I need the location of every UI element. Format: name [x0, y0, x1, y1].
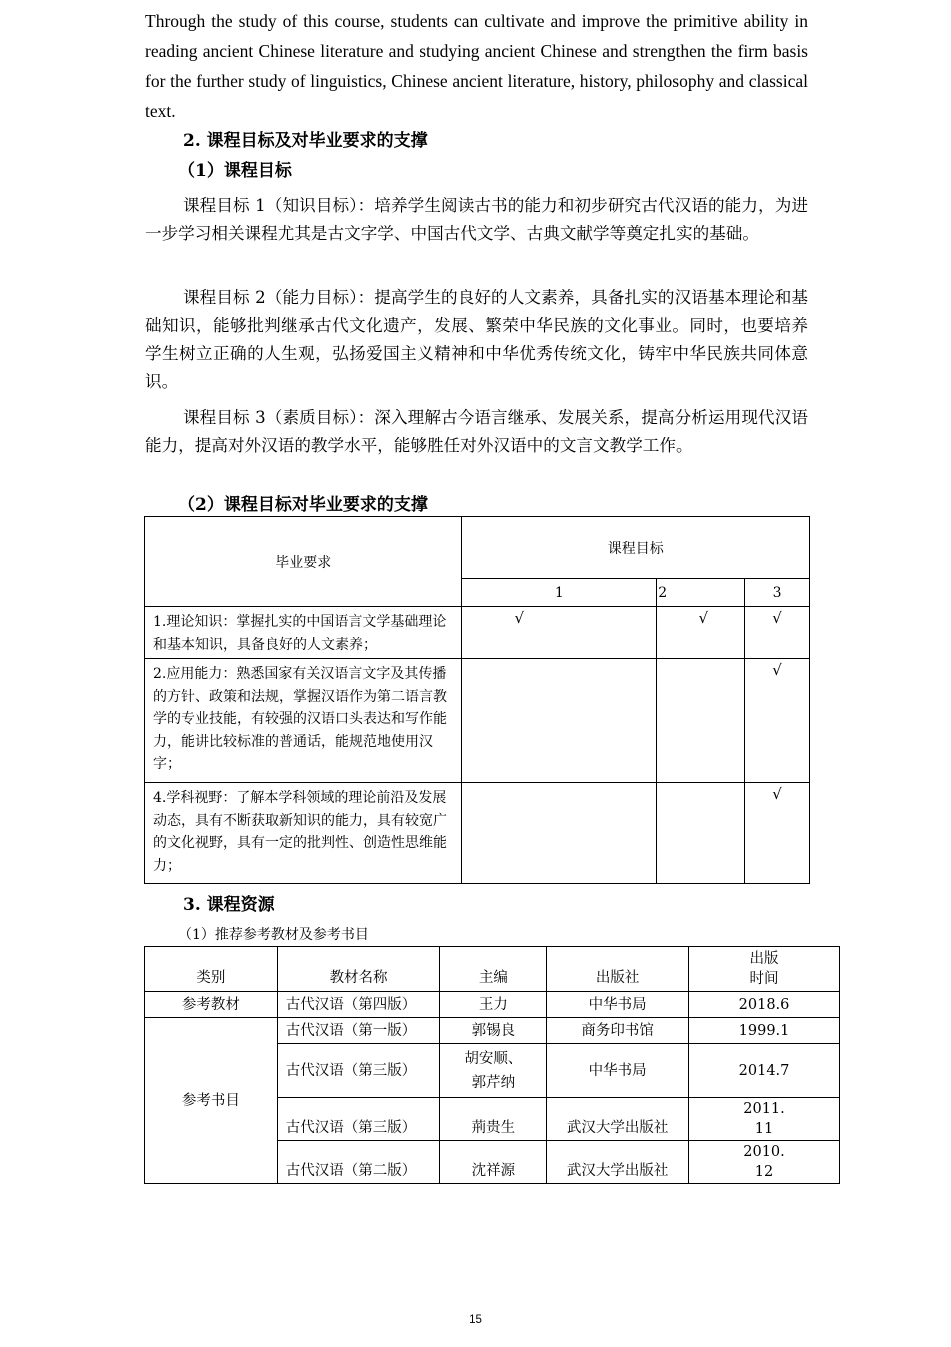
- course-goals-subheading: （1）课程目标: [178, 161, 292, 181]
- goal-number-1: 1: [462, 579, 657, 607]
- check-cell: [657, 783, 745, 884]
- course-goal-1: 课程目标 1（知识目标）：培养学生阅读古书的能力和初步研究古代汉语的能力，为进一步学习相关课程尤其是古文字学、中国古代文学、古典文献学等奠定扎实的基础。: [145, 196, 808, 243]
- publisher-cell: 中华书局: [547, 1044, 689, 1098]
- title-cell: 古代汉语（第三版）: [277, 1044, 440, 1098]
- header-category: 类别: [145, 947, 278, 992]
- intro-paragraph-en: Through the study of this course, students can cultivate and improve the primitive ability in reading ancient Chinese literature and studying ancient Chinese and strengthen the firm basis for the further study of linguistics, Chinese ancient literature, history, philosophy and classical text.: [145, 11, 808, 121]
- check-cell: [657, 659, 745, 783]
- header-publish-date: 出版时间: [689, 947, 840, 992]
- check-cell: [462, 659, 657, 783]
- check-mark: √: [745, 659, 810, 783]
- date-cell: 2010.12: [689, 1141, 840, 1184]
- editor-cell: 胡安顺、郭芹纳: [440, 1044, 547, 1098]
- course-goal-2: 课程目标 2（能力目标）：提高学生的良好的人文素养，具备扎实的汉语基本理论和基础知识，能够批判继承古代文化遗产，发展、繁荣中华民族的文化事业。同时，也要培养学生树立正确的人生观，弘扬爱国主义精神和中华优秀传统文化，铸牢中华民族共同体意识。: [145, 288, 808, 391]
- editor-cell: 荊贵生: [440, 1098, 547, 1141]
- publisher-cell: 武汉大学出版社: [547, 1141, 689, 1184]
- check-cell: [462, 783, 657, 884]
- check-mark: √: [745, 607, 810, 659]
- editor-cell: 郭锡良: [440, 1018, 547, 1044]
- date-cell: 2018.6: [689, 992, 840, 1018]
- check-mark: √: [462, 607, 657, 659]
- table-row: [145, 992, 840, 1018]
- table-header-row: [145, 947, 840, 992]
- title-cell: 古代汉语（第一版）: [277, 1018, 440, 1044]
- date-cell: 2011.11: [689, 1098, 840, 1141]
- references-subheading: （1）推荐参考教材及参考书目: [178, 927, 369, 943]
- course-goal-3: 课程目标 3（素质目标）：深入理解古今语言继承、发展关系，提高分析运用现代汉语能力，提高对外汉语的教学水平，能够胜任对外汉语中的文言文教学工作。: [145, 408, 808, 455]
- check-mark: √: [745, 783, 810, 884]
- title-cell: 古代汉语（第二版）: [277, 1141, 440, 1184]
- title-cell: 古代汉语（第四版）: [277, 992, 440, 1018]
- editor-cell: 沈祥源: [440, 1141, 547, 1184]
- check-mark: √: [657, 607, 745, 659]
- header-course-goals: 课程目标: [462, 517, 810, 579]
- header-title: 教材名称: [277, 947, 440, 992]
- table-row: [145, 1018, 840, 1044]
- header-publisher: 出版社: [547, 947, 689, 992]
- category-cell: 参考书目: [145, 1018, 278, 1184]
- header-editor: 主编: [440, 947, 547, 992]
- header-graduation-requirement: 毕业要求: [145, 517, 462, 607]
- publisher-cell: 商务印书馆: [547, 1018, 689, 1044]
- page-number: 15: [469, 1314, 482, 1326]
- table-row: [145, 607, 810, 659]
- goals-support-table: [144, 516, 810, 884]
- requirement-cell: 1.理论知识：掌握扎实的中国语言文学基础理论和基本知识，具备良好的人文素养；: [145, 607, 462, 659]
- publisher-cell: 武汉大学出版社: [547, 1098, 689, 1141]
- section-3-heading: 3. 课程资源: [183, 895, 275, 915]
- publisher-cell: 中华书局: [547, 992, 689, 1018]
- requirement-cell: 4.学科视野：了解本学科领域的理论前沿及发展动态，具有不断获取新知识的能力，具有较宽广的文化视野，具有一定的批判性、创造性思维能力；: [145, 783, 462, 884]
- table-row: [145, 783, 810, 884]
- requirement-cell: 2.应用能力：熟悉国家有关汉语言文字及其传播的方针、政策和法规，掌握汉语作为第二语言教学的专业技能，有较强的汉语口头表达和写作能力，能讲比较标准的普通话，能规范地使用汉字；: [145, 659, 462, 783]
- table-row: [145, 659, 810, 783]
- title-cell: 古代汉语（第三版）: [277, 1098, 440, 1141]
- date-cell: 1999.1: [689, 1018, 840, 1044]
- date-cell: 2014.7: [689, 1044, 840, 1098]
- section-2-heading: 2. 课程目标及对毕业要求的支撑: [183, 131, 428, 151]
- goal-number-2: 2: [657, 579, 745, 607]
- resources-table: [144, 946, 840, 1184]
- goal-number-3: 3: [745, 579, 810, 607]
- support-subheading: （2）课程目标对毕业要求的支撑: [178, 495, 428, 515]
- category-cell: 参考教材: [145, 992, 278, 1018]
- editor-cell: 王力: [440, 992, 547, 1018]
